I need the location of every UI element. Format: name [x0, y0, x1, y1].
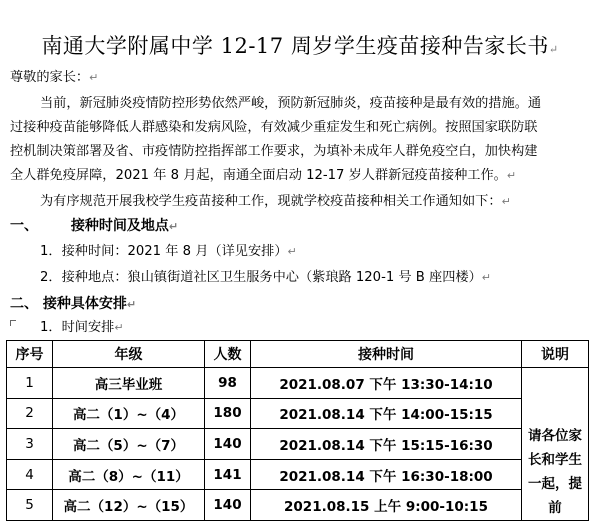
cell-time: 2021.08.14 下午 16:30-18:00	[251, 459, 522, 490]
cell-grade: 高二（8）~（11）	[53, 459, 205, 490]
intro-line-3: 控机制决策部署及省、市疫情防控指挥部工作要求，为填补未成年人群免疫空白，加快构建	[10, 144, 538, 159]
cell-time: 2021.08.07 下午 13:30-14:10	[251, 368, 522, 399]
section-1-title: 接种时间及地点	[70, 218, 169, 234]
vaccination-time: 1．接种时间：2021 年 8 月（详见安排）↵	[40, 244, 297, 259]
cell-time: 2021.08.14 下午 14:00-15:15	[251, 398, 522, 429]
section-1-heading: 一、 接种时间及地点↵	[10, 218, 179, 234]
section-1-number: 一、	[10, 218, 38, 234]
header-time: 接种时间	[251, 341, 522, 368]
section-2-number: 二、	[10, 296, 38, 312]
vaccination-place: 2．接种地点：狼山镇街道社区卫生服务中心（紫琅路 120-1 号 B 座四楼）↵	[40, 270, 491, 285]
section-2-title: 接种具体安排	[42, 296, 127, 312]
schedule-table	[6, 340, 589, 521]
cell-count: 98	[205, 368, 251, 399]
cell-number: 4	[7, 459, 53, 490]
note-line: 请各位家	[528, 428, 582, 444]
cell-count: 180	[205, 398, 251, 429]
cell-number: 3	[7, 429, 53, 460]
cell-grade: 高三毕业班	[53, 368, 205, 399]
cell-number: 5	[7, 490, 53, 521]
note-line: 长和学生	[528, 452, 582, 468]
cell-number: 1	[7, 368, 53, 399]
cell-count: 140	[205, 429, 251, 460]
note-line: 一起，提前	[528, 476, 582, 516]
table-row	[7, 368, 589, 399]
cell-count: 140	[205, 490, 251, 521]
notice-paragraph: 为有序规范开展我校学生疫苗接种工作，现就学校疫苗接种相关工作通知如下：↵	[40, 194, 511, 209]
cell-time: 2021.08.14 下午 15:15-16:30	[251, 429, 522, 460]
greeting: 尊敬的家长：↵	[10, 70, 99, 85]
note-cell	[522, 368, 589, 521]
header-note: 说明	[522, 341, 589, 368]
table-row	[7, 459, 589, 490]
section-2-heading: 二、 接种具体安排↵	[10, 296, 137, 312]
cell-grade: 高二（12）~（15）	[53, 490, 205, 521]
schedule-subheading: 1．时间安排↵	[40, 320, 124, 335]
header-number: 序号	[7, 341, 53, 368]
intro-line-1: 当前，新冠肺炎疫情防控形势依然严峻，预防新冠肺炎，疫苗接种是最有效的措施。通	[40, 96, 542, 111]
header-grade: 年级	[53, 341, 205, 368]
cell-number: 2	[7, 398, 53, 429]
document-title: 南通大学附属中学 12-17 周岁学生疫苗接种告家长书↵	[41, 34, 559, 58]
intro-line-4: 全人群免疫屏障，2021 年 8 月起，南通全面启动 12-17 岁人群新冠疫苗接种工作。↵	[10, 168, 517, 183]
cell-count: 141	[205, 459, 251, 490]
table-header-row	[7, 341, 589, 368]
cell-time: 2021.08.15 上午 9:00-10:15	[251, 490, 522, 521]
intro-line-2: 过接种疫苗能够降低人群感染和发病风险，有效减少重症发生和死亡病例。按照国家联防联	[10, 120, 538, 135]
header-count: 人数	[205, 341, 251, 368]
table-row	[7, 490, 589, 521]
table-row	[7, 429, 589, 460]
intro-paragraph	[10, 92, 590, 188]
cell-grade: 高二（1）~（4）	[53, 398, 205, 429]
cell-grade: 高二（5）~（7）	[53, 429, 205, 460]
table-row	[7, 398, 589, 429]
